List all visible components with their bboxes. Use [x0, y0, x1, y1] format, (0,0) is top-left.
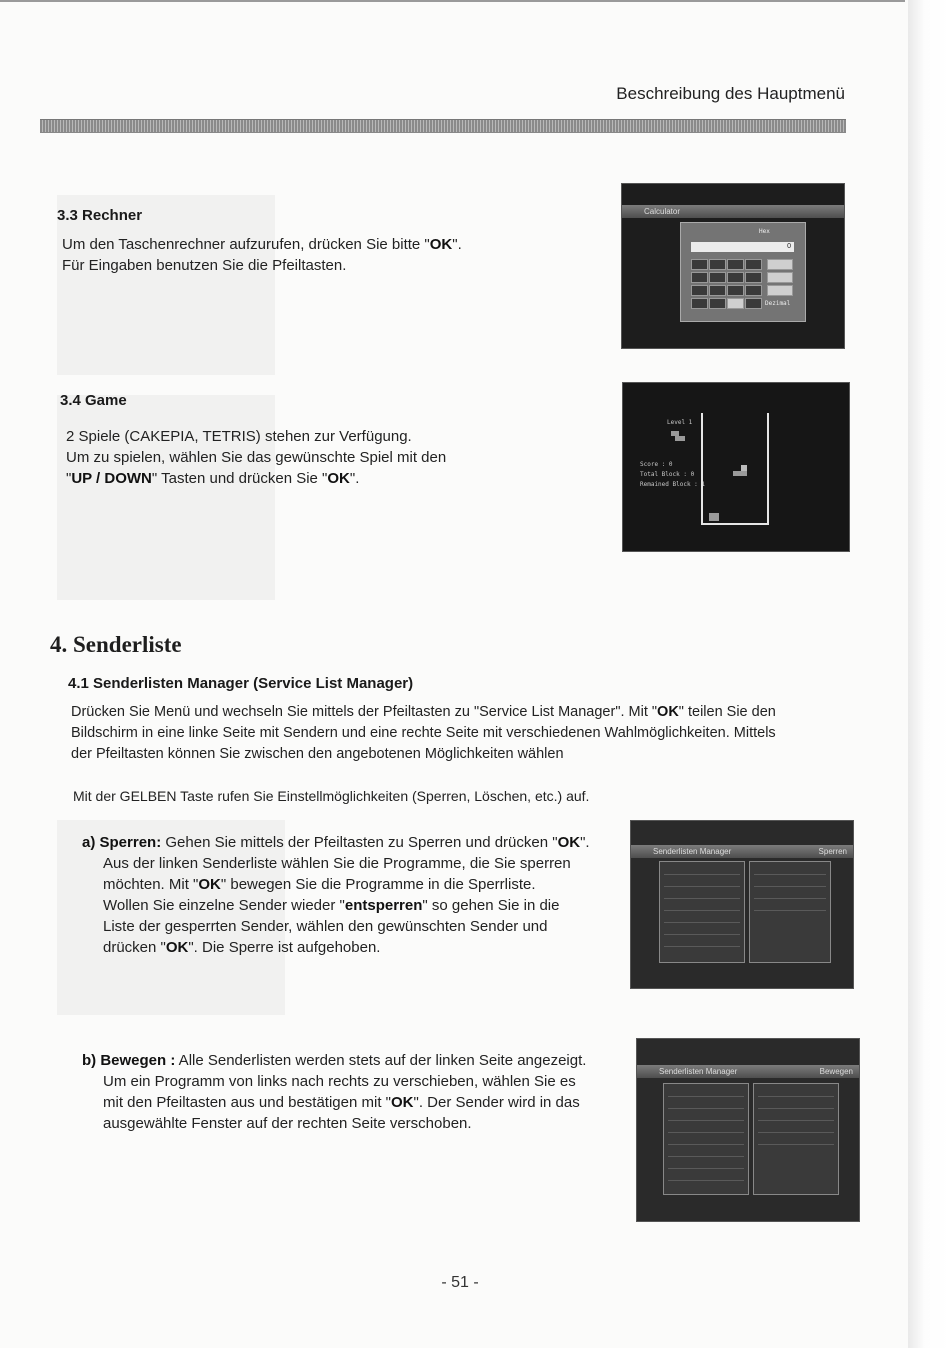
calc-key	[767, 272, 793, 283]
header-title: Beschreibung des Hauptmenü	[616, 84, 845, 103]
calc-key	[709, 272, 726, 283]
calc-key	[767, 285, 793, 296]
tetris-screenshot	[622, 382, 850, 552]
intro-line-1: Drücken Sie Menü und wechseln Sie mittels der Pfeiltasten zu "Service List Manager". Mit "OK" teilen Sie den	[71, 704, 776, 720]
list-row	[664, 886, 740, 887]
bewegen-title-bar: Senderlisten Manager Bewegen	[637, 1065, 859, 1078]
page-edge-shadow	[908, 0, 950, 1348]
bewegen-left-list	[663, 1083, 749, 1195]
sperren-line-1: a) Sperren: Gehen Sie mittels der Pfeiltasten zu Sperren und drücken "OK".	[82, 834, 590, 851]
list-row	[668, 1144, 744, 1145]
calc-key	[727, 285, 744, 296]
calc-key	[691, 298, 708, 309]
chapter-heading-senderliste: 4. Senderliste	[50, 632, 182, 657]
bewegen-line-4: ausgewählte Fenster auf der rechten Seite verschoben.	[103, 1115, 472, 1132]
calc-key	[691, 272, 708, 283]
scan-top-edge	[0, 0, 905, 2]
bewegen-screenshot	[636, 1038, 860, 1222]
list-row	[754, 874, 826, 875]
tetris-falling-block	[733, 471, 747, 476]
rechner-text	[62, 234, 602, 276]
tetris-stack-block	[709, 513, 719, 521]
sperren-right-list	[749, 861, 831, 963]
list-row	[664, 898, 740, 899]
bewegen-line-2: Um ein Programm von links nach rechts zu verschieben, wählen Sie es	[103, 1073, 576, 1090]
list-row	[664, 922, 740, 923]
calculator-screenshot	[621, 183, 845, 349]
game-line-1: 2 Spiele (CAKEPIA, TETRIS) stehen zur Verfügung.	[66, 428, 412, 445]
sperren-line-6: drücken "OK". Die Sperre ist aufgehoben.	[103, 939, 381, 956]
calc-key	[745, 259, 762, 270]
list-row	[758, 1132, 834, 1133]
tetris-level: Level 1	[667, 419, 693, 426]
calculator-title-bar: Calculator	[622, 205, 844, 218]
page-number: - 51 -	[441, 1274, 479, 1291]
list-row	[758, 1096, 834, 1097]
sperren-text	[82, 832, 622, 958]
intro-line-3: der Pfeiltasten können Sie zwischen den angebotenen Möglichkeiten wählen	[71, 746, 564, 762]
section-heading-service-list-manager: 4.1 Senderlisten Manager (Service List Manager)	[68, 675, 414, 692]
calc-key	[709, 285, 726, 296]
calculator-mode-label: Dezimal	[765, 300, 791, 307]
yellow-key-note: Mit der GELBEN Taste rufen Sie Einstellmöglichkeiten (Sperren, Löschen, etc.) auf.	[73, 788, 590, 804]
game-line-3: "UP / DOWN" Tasten und drücken Sie "OK".	[66, 470, 360, 487]
list-row	[758, 1144, 834, 1145]
list-row	[664, 874, 740, 875]
list-row	[758, 1108, 834, 1109]
sperren-left-list	[659, 861, 745, 963]
tetris-score: Score : 0	[640, 461, 673, 468]
section-heading-rechner: 3.3 Rechner	[57, 207, 143, 224]
list-row	[668, 1180, 744, 1181]
list-row	[668, 1120, 744, 1121]
list-row	[754, 898, 826, 899]
calc-key	[709, 259, 726, 270]
sperren-title-bar: Senderlisten Manager Sperren	[631, 845, 853, 858]
list-row	[754, 886, 826, 887]
calc-key	[727, 272, 744, 283]
game-line-2: Um zu spielen, wählen Sie das gewünschte Spiel mit den	[66, 449, 447, 466]
sperren-screenshot	[630, 820, 854, 989]
calc-key	[691, 259, 708, 270]
list-row	[664, 910, 740, 911]
calc-key	[745, 272, 762, 283]
calculator-display: 0	[691, 242, 794, 252]
intro-line-2: Bildschirm in eine linke Seite mit Sendern und eine rechte Seite mit verschiedenen Wahlmöglichkeiten. Mittels	[71, 725, 776, 741]
tetris-total-block: Total Block : 0	[640, 471, 695, 478]
list-row	[668, 1108, 744, 1109]
sperren-line-3: möchten. Mit "OK" bewegen Sie die Programme in die Sperrliste.	[103, 876, 536, 893]
calc-key	[745, 298, 762, 309]
rechner-line-1: Um den Taschenrechner aufzurufen, drücken Sie bitte "OK".	[62, 236, 462, 253]
calc-key	[691, 285, 708, 296]
list-row	[758, 1120, 834, 1121]
game-text	[66, 426, 606, 489]
tetris-well	[701, 413, 769, 525]
list-row	[754, 910, 826, 911]
bewegen-line-1: b) Bewegen : Alle Senderlisten werden stets auf der linken Seite angezeigt.	[82, 1052, 587, 1069]
list-row	[664, 946, 740, 947]
sperren-line-5: Liste der gesperrten Sender, wählen den gewünschten Sender und	[103, 918, 548, 935]
calc-key	[709, 298, 726, 309]
bewegen-right-list	[753, 1083, 839, 1195]
list-row	[668, 1132, 744, 1133]
tetris-remained-block: Remained Block : 1	[640, 481, 706, 488]
calc-key	[745, 285, 762, 296]
calc-key	[727, 298, 744, 309]
bewegen-text	[82, 1050, 627, 1134]
rechner-line-2: Für Eingaben benutzen Sie die Pfeiltasten.	[62, 257, 347, 274]
bewegen-line-3: mit den Pfeiltasten aus und bestätigen mit "OK". Der Sender wird in das	[103, 1094, 580, 1111]
section-heading-game: 3.4 Game	[60, 392, 127, 409]
calculator-hex-label: Hex	[759, 228, 770, 235]
sperren-line-2: Aus der linken Senderliste wählen Sie die Programme, die Sie sperren	[103, 855, 571, 872]
tetris-next-block	[675, 436, 685, 441]
sperren-line-4: Wollen Sie einzelne Sender wieder "entsperren" so gehen Sie in die	[103, 897, 560, 914]
header-rule	[40, 119, 846, 133]
list-row	[668, 1168, 744, 1169]
list-row	[668, 1096, 744, 1097]
calculator-window	[680, 222, 806, 322]
calc-key	[767, 259, 793, 270]
list-row	[664, 934, 740, 935]
list-row	[668, 1156, 744, 1157]
calc-key	[727, 259, 744, 270]
senderliste-intro	[71, 702, 861, 765]
